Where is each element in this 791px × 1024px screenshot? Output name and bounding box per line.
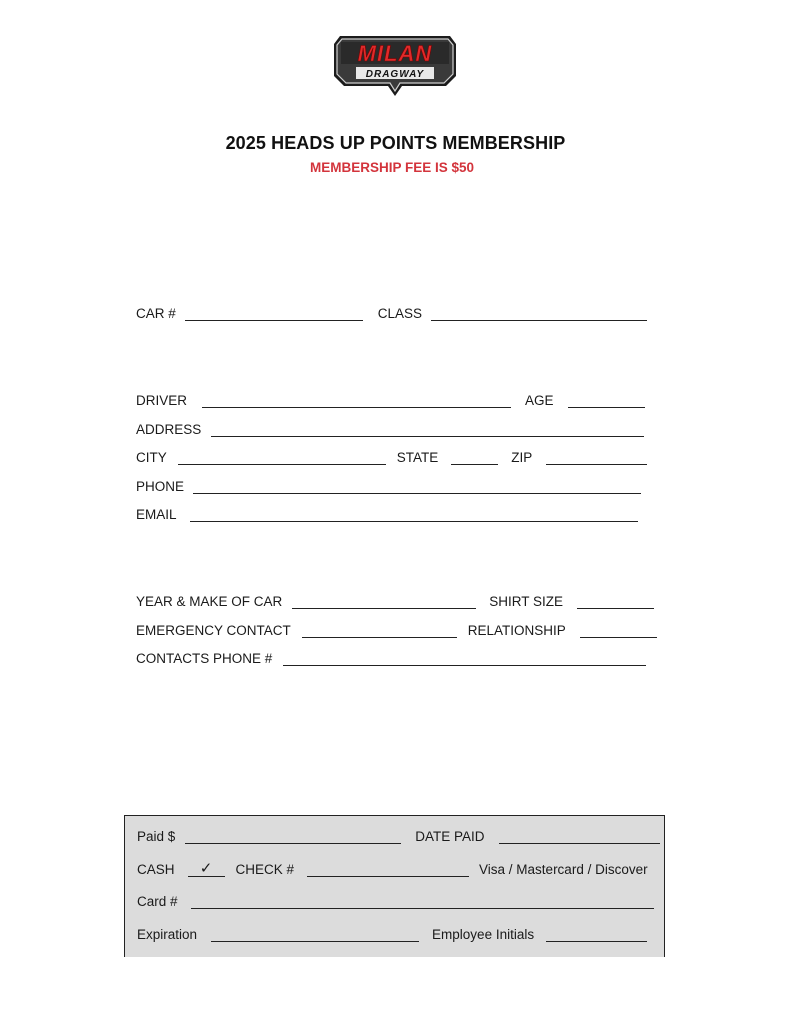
class-field[interactable]: [431, 306, 647, 321]
city-label: CITY: [136, 450, 167, 465]
date-paid-label: DATE PAID: [415, 829, 485, 844]
card-number-label: Card #: [137, 894, 178, 909]
check-number-field[interactable]: [307, 862, 469, 877]
contacts-phone-label: CONTACTS PHONE #: [136, 651, 273, 666]
paid-amount-field[interactable]: [185, 829, 401, 844]
cash-checkmark[interactable]: ✓: [188, 862, 225, 877]
form-title: 2025 HEADS UP POINTS MEMBERSHIP: [225, 133, 566, 153]
emergency-contact-label: EMERGENCY CONTACT: [136, 623, 291, 638]
employee-initials-label: Employee Initials: [432, 927, 535, 942]
expiration-label: Expiration: [137, 927, 198, 942]
card-types-label: Visa / Mastercard / Discover: [479, 862, 648, 877]
employee-initials-field[interactable]: [546, 927, 647, 942]
milan-dragway-logo: [332, 34, 458, 98]
age-field[interactable]: [568, 393, 645, 408]
car-number-field[interactable]: [185, 306, 363, 321]
expiration-row: [137, 923, 647, 943]
phone-label: PHONE: [136, 479, 185, 494]
phone-row: [136, 475, 641, 495]
address-label: ADDRESS: [136, 422, 202, 437]
city-field[interactable]: [178, 450, 386, 465]
relationship-label: RELATIONSHIP: [467, 623, 566, 638]
year-make-shirt-row: [136, 590, 654, 610]
logo-sub-text: DRAGWAY: [365, 69, 425, 80]
payment-method-row: [137, 858, 648, 878]
zip-label: ZIP: [511, 450, 533, 465]
office-use-payment-box: [124, 815, 665, 957]
phone-field[interactable]: [193, 479, 641, 494]
contacts-phone-field[interactable]: [283, 651, 646, 666]
date-paid-field[interactable]: [499, 829, 660, 844]
city-state-zip-row: [136, 446, 647, 466]
contacts-phone-row: [136, 647, 646, 667]
address-row: [136, 418, 644, 438]
zip-field[interactable]: [546, 450, 647, 465]
state-field[interactable]: [451, 450, 498, 465]
expiration-field[interactable]: [211, 927, 419, 942]
year-make-label: YEAR & MAKE OF CAR: [136, 594, 283, 609]
email-label: EMAIL: [136, 507, 177, 522]
state-label: STATE: [396, 450, 439, 465]
age-label: AGE: [525, 393, 554, 408]
car-class-row: [136, 302, 647, 322]
card-number-row: [137, 890, 654, 910]
card-number-field[interactable]: [191, 894, 654, 909]
emergency-contact-row: [136, 619, 657, 639]
logo-brand-text: MILAN: [357, 41, 433, 66]
class-label: CLASS: [377, 306, 423, 321]
check-number-label: CHECK #: [235, 862, 295, 877]
relationship-field[interactable]: [580, 623, 657, 638]
driver-label: DRIVER: [136, 393, 188, 408]
email-row: [136, 503, 638, 523]
membership-fee-note: MEMBERSHIP FEE IS $50: [310, 160, 475, 175]
driver-age-row: [136, 389, 645, 409]
shirt-size-label: SHIRT SIZE: [489, 594, 564, 609]
car-number-label: CAR #: [136, 306, 176, 321]
cash-label: CASH: [137, 862, 175, 877]
paid-label: Paid $: [137, 829, 176, 844]
driver-field[interactable]: [202, 393, 511, 408]
shirt-size-field[interactable]: [577, 594, 654, 609]
emergency-contact-field[interactable]: [302, 623, 457, 638]
address-field[interactable]: [211, 422, 644, 437]
year-make-field[interactable]: [292, 594, 476, 609]
paid-row: [137, 825, 660, 845]
email-field[interactable]: [190, 507, 638, 522]
